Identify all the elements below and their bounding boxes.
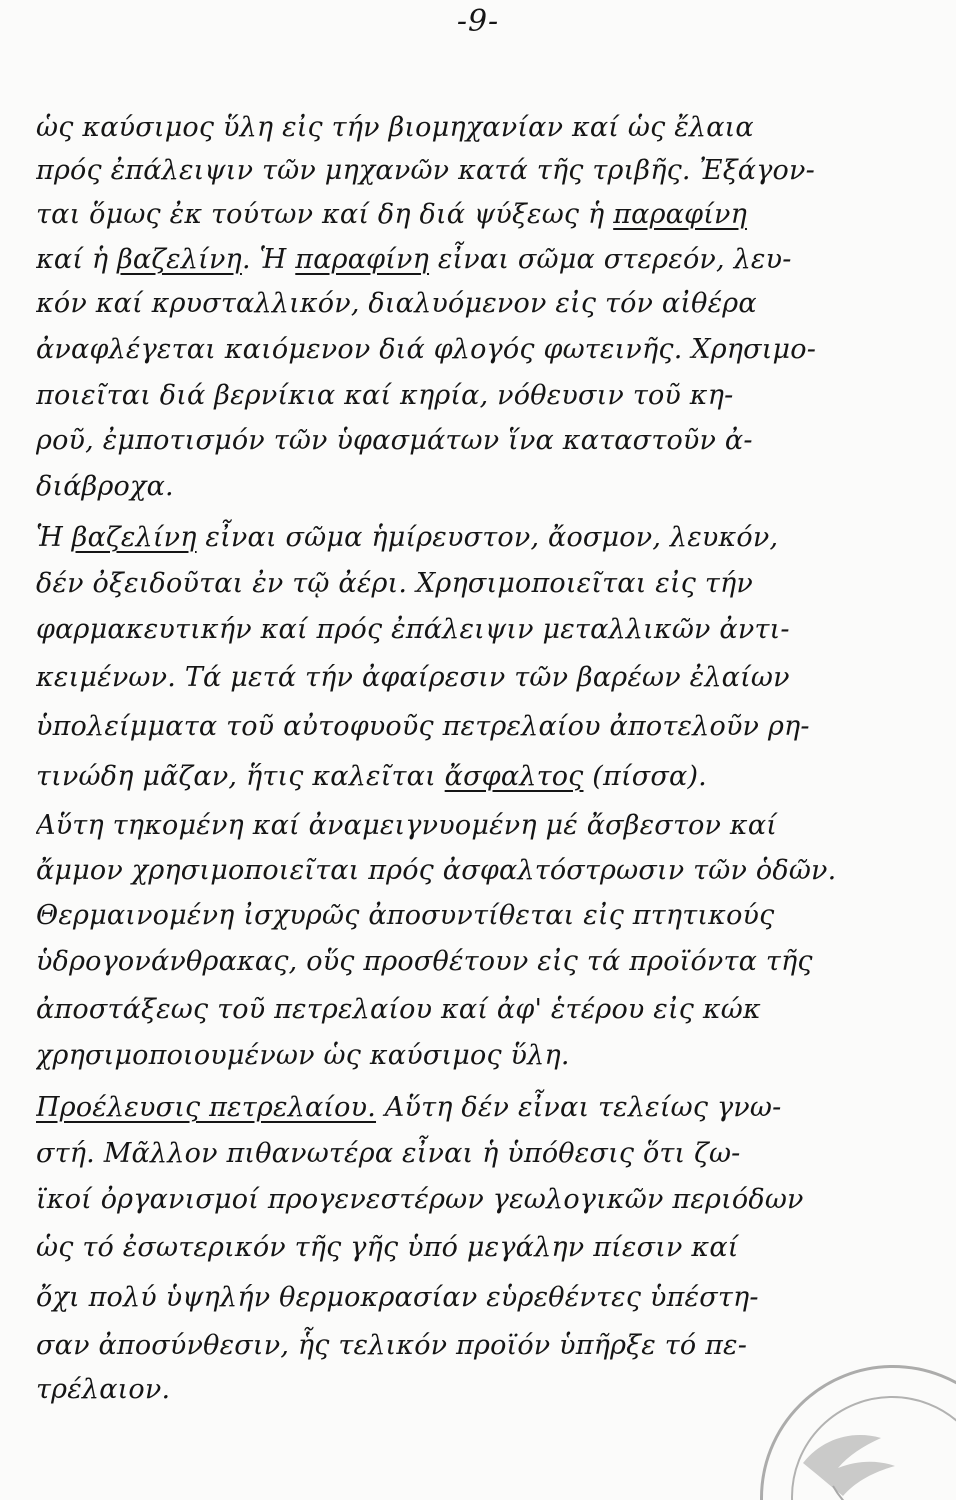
underlined-term: ἄσφαλτος	[444, 761, 584, 792]
text-line	[36, 707, 916, 747]
text-line	[36, 1326, 916, 1366]
text-line	[36, 108, 916, 148]
text-line	[36, 1228, 916, 1268]
text-line	[36, 896, 916, 936]
text-line	[36, 1180, 916, 1220]
text-line	[36, 195, 916, 235]
text-line	[36, 806, 916, 846]
text-line	[36, 1134, 916, 1174]
line-text: τρέλαιον.	[36, 1374, 171, 1405]
text-line	[36, 518, 916, 558]
line-text: ροῦ, ἐμποτισμόν τῶν ὑφασμάτων ἵνα καταστοῦν ἀ-	[36, 425, 753, 456]
line-text: ὑδρογονάνθρακας, οὕς προσθέτουν εἰς τά προϊόντα τῆς	[36, 946, 813, 977]
line-text: στή. Μᾶλλον πιθανωτέρα εἶναι ἡ ὑπόθεσις ὅτι ζω-	[36, 1138, 741, 1169]
line-text: ὄχι πολύ ὑψηλήν θερμοκρασίαν εὑρεθέντες ὑπέστη-	[36, 1282, 759, 1313]
text-line	[36, 990, 916, 1030]
text-line	[36, 658, 916, 698]
line-text: φαρμακευτικήν καί πρός ἐπάλειψιν μεταλλικῶν ἀντι-	[36, 614, 790, 645]
text-line	[36, 1088, 916, 1128]
line-text: κειμένων. Τά μετά τήν ἀφαίρεσιν τῶν βαρέων ἐλαίων	[36, 662, 790, 693]
line-text: δέν ὀξειδοῦται ἐν τῷ ἀέρι. Χρησιμοποιεῖται εἰς τήν	[36, 568, 753, 599]
text-line	[36, 757, 916, 797]
line-text: Ἡ	[36, 522, 72, 553]
text-line	[36, 284, 916, 324]
text-line	[36, 851, 916, 891]
line-text: ὡς τό ἐσωτερικόν τῆς γῆς ὑπό μεγάλην πίεσιν καί	[36, 1232, 739, 1263]
line-text: ὡς καύσιμος ὕλη εἰς τήν βιομηχανίαν καί ὡς ἔλαια	[36, 112, 754, 143]
line-text: . Ἡ	[241, 244, 296, 275]
library-stamp	[760, 1365, 956, 1500]
underlined-term: βαζελίνη	[71, 522, 197, 553]
text-line	[36, 564, 916, 604]
line-text: (πίσσα).	[583, 761, 707, 792]
line-text: ται ὅμως ἐκ τούτων καί δη διά ψύξεως ἡ	[36, 199, 614, 230]
page-number: -9-	[456, 4, 500, 39]
line-text: Θερμαινομένη ἰσχυρῶς ἀποσυντίθεται εἰς πτητικούς	[36, 900, 775, 931]
text-line	[36, 376, 916, 416]
text-line	[36, 240, 916, 280]
text-line	[36, 1278, 916, 1318]
text-line	[36, 151, 916, 191]
line-text: ἄμμον χρησιμοποιεῖται πρός ἀσφαλτόστρωσιν τῶν ὁδῶν.	[36, 855, 837, 886]
line-text: Αὕτη δέν εἶναι τελείως γνω-	[376, 1092, 782, 1123]
line-text: εἶναι σῶμα ἡμίρευστον, ἄοσμον, λευκόν,	[196, 522, 779, 553]
underlined-term: παραφίνη	[613, 199, 747, 230]
line-text: ἀποστάξεως τοῦ πετρελαίου καί ἀφ' ἑτέρου εἰς κώκ	[36, 994, 761, 1025]
line-text: ἀναφλέγεται καιόμενον διά φλογός φωτεινῆς. Χρησιμο-	[36, 334, 817, 365]
text-line	[36, 1036, 916, 1076]
line-text: σαν ἀποσύνθεσιν, ἧς τελικόν προϊόν ὑπῆρξε τό πε-	[36, 1330, 748, 1361]
line-text: εἶναι σῶμα στερεόν, λευ-	[429, 244, 792, 275]
line-text: ποιεῖται διά βερνίκια καί κηρία, νόθευσιν τοῦ κη-	[36, 380, 734, 411]
line-text: Αὕτη τηκομένη καί ἀναμειγνυομένη μέ ἄσβεστον καί	[36, 810, 778, 841]
text-line	[36, 467, 916, 507]
line-text: χρησιμοποιουμένων ὡς καύσιμος ὕλη.	[36, 1040, 570, 1071]
text-line	[36, 610, 916, 650]
text-line	[36, 421, 916, 461]
underlined-term: βαζελίνη	[117, 244, 242, 275]
text-line	[36, 942, 916, 982]
bird-emblem-icon	[763, 1368, 956, 1500]
line-text: διάβροχα.	[36, 471, 174, 502]
underlined-term: παραφίνη	[295, 244, 430, 275]
line-text: κόν καί κρυσταλλικόν, διαλυόμενον εἰς τόν αἰθέρα	[36, 288, 757, 319]
line-text: καί ἡ	[36, 244, 118, 275]
text-line	[36, 330, 916, 370]
underlined-term: Προέλευσις πετρελαίου.	[36, 1092, 377, 1123]
line-text: ϊκοί ὀργανισμοί προγενεστέρων γεωλογικῶν περιόδων	[36, 1184, 804, 1215]
line-text: ὑπολείμματα τοῦ αὐτοφυοῦς πετρελαίου ἀποτελοῦν ρη-	[36, 711, 810, 742]
line-text: τινώδη μᾶζαν, ἥτις καλεῖται	[36, 761, 445, 792]
line-text: πρός ἐπάλειψιν τῶν μηχανῶν κατά τῆς τριβῆς. Ἐξάγον-	[36, 155, 815, 186]
